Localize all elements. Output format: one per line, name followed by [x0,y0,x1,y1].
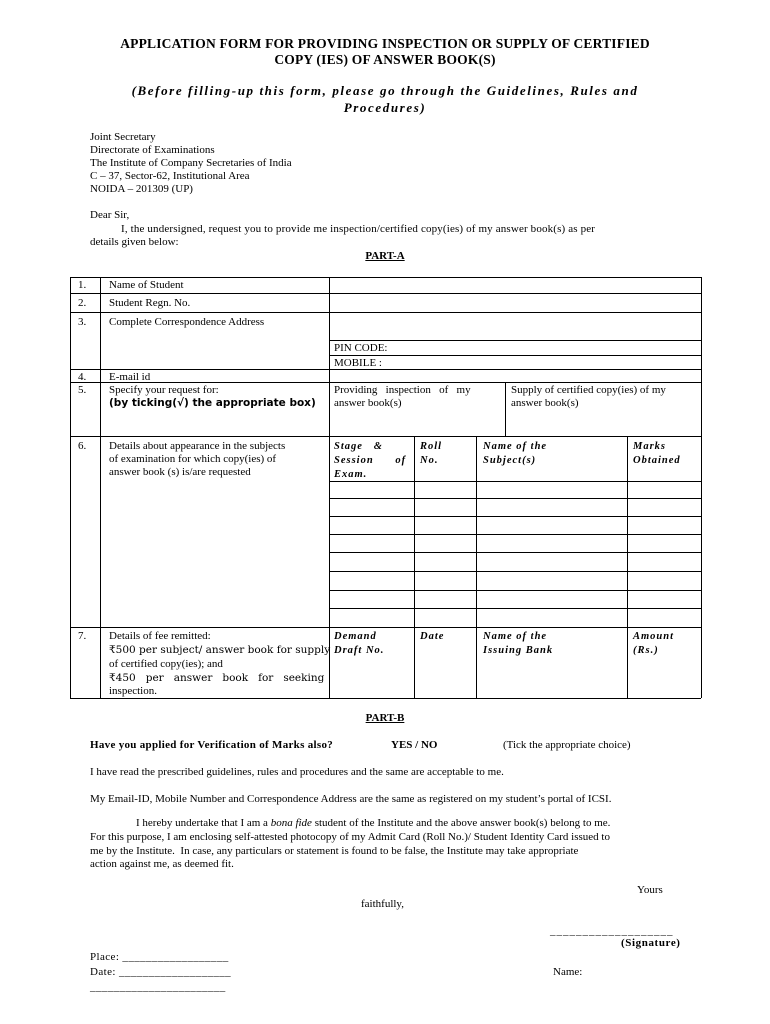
undertaking-line4: action against me, as deemed fit. [90,858,234,870]
inspection-option-line1: Providing inspection of my [334,384,471,396]
issuing-bank-header-line1: Name of the [483,631,548,642]
tick-note: (Tick the appropriate choice) [503,739,631,751]
date-field[interactable]: Date: ___________________ [90,966,232,978]
marks-header-line2: Obtained [633,455,681,466]
row6-number: 6. [78,440,87,452]
student-name-label: Name of Student [109,279,184,291]
undertaking-line1 [136,817,610,830]
appearance-details-line3: answer book (s) is/are requested [109,466,251,478]
address-line2: Directorate of Examinations [90,144,215,156]
form-title-line2: COPY (IES) OF ANSWER BOOK(S) [274,52,496,67]
place-field[interactable]: Place: __________________ [90,951,229,963]
address-line4: C – 37, Sector-62, Institutional Area [90,170,250,182]
inspection-option[interactable] [330,383,505,436]
stage-session-header-line2: Session of [334,455,407,466]
signature-label: (Signature) [621,937,681,949]
row3-number: 3. [78,316,87,328]
undertaking-line1-a: I hereby undertake that I am a [136,817,271,829]
email-field[interactable] [330,370,700,382]
extra-blank-line[interactable]: _______________________ [90,981,226,993]
marks-header-line1: Marks [633,441,667,452]
address-line3: The Institute of Company Secretaries of India [90,157,292,169]
subject-details-entry-grid[interactable] [330,482,700,627]
student-name-field[interactable] [330,278,700,293]
stage-session-header-line3: Exam. [334,469,368,480]
fee-details-line5: inspection. [109,685,157,697]
form-title-line1: APPLICATION FORM FOR PROVIDING INSPECTION OR SUPPLY OF CERTIFIED [120,36,650,51]
tick-instruction: (by ticking(√) the appropriate box) [109,397,316,409]
certified-copy-option-line2: answer book(s) [511,397,579,409]
row1-number: 1. [78,279,87,291]
appearance-details-line2: of examination for which copy(ies) of [109,453,277,465]
part-a-heading: PART-A [365,250,405,262]
yes-no-choice[interactable]: YES / NO [391,739,438,751]
read-statement: I have read the prescribed guidelines, rules and procedures and the same are acceptable to me. [90,766,504,778]
undertaking-line2: For this purpose, I am enclosing self-attested photocopy of my Admit Card (Roll No.)/ Student Identity Card issued to [90,831,610,843]
form-subtitle-line2: Procedures) [343,100,427,115]
intro-line1: I, the undersigned, request you to provide me inspection/certified copy(ies) of my answer book(s) as per [121,223,596,235]
address-field[interactable] [330,313,700,340]
date-header: Date [420,631,445,642]
appearance-details-line1: Details about appearance in the subjects [109,440,286,452]
salutation: Dear Sir, [90,209,130,221]
demand-draft-header-line1: Demand [334,631,377,642]
subject-name-header-line2: Subject(s) [483,455,537,466]
subject-name-header-line1: Name of the [483,441,548,452]
inspection-option-line2: answer book(s) [334,397,402,409]
verification-question: Have you applied for Verification of Marks also? [90,739,334,751]
email-statement: My Email-ID, Mobile Number and Correspondence Address are the same as registered on my student’s portal of ICSI. [90,793,612,805]
pin-code-label: PIN CODE: [334,342,388,354]
address-label: Complete Correspondence Address [109,316,265,328]
roll-no-header-line2: No. [420,455,439,466]
row7-number: 7. [78,630,87,642]
undertaking-line3: me by the Institute. In case, any particulars or statement is found to be false, the Institute may take appropriate [90,845,579,857]
fee-details-line3: of certified copy(ies); and [109,658,223,670]
address-line5: NOIDA – 201309 (UP) [90,183,193,195]
fee-details-line1: Details of fee remitted: [109,630,211,642]
demand-draft-header-line2: Draft No. [334,645,385,656]
roll-no-header-line1: Roll [420,441,443,452]
undertaking-bona-fide: bona fide [270,817,312,829]
intro-line2: details given below: [90,236,179,248]
form-subtitle-line1: (Before filling-up this form, please go through the Guidelines, Rules and [131,83,639,98]
row5-number: 5. [78,384,87,396]
stage-session-header-line1: Stage & [334,441,383,452]
certified-copy-option[interactable] [506,383,701,436]
name-label: Name: [553,966,583,978]
issuing-bank-header-line2: Issuing Bank [483,645,554,656]
fee-entry-area[interactable] [330,658,700,698]
request-type-label: Specify your request for: [109,384,219,396]
fee-details-line4: ₹450 per answer book for seeking [109,672,325,684]
student-regn-label: Student Regn. No. [109,297,191,309]
address-line1: Joint Secretary [90,131,156,143]
part-b-heading: PART-B [365,712,405,724]
signature-line[interactable]: ___________________ [550,925,674,937]
closing-faithfully: faithfully, [361,898,404,910]
closing-yours: Yours [637,884,663,896]
undertaking-line1-c: student of the Institute and the above answer book(s) belong to me. [311,817,611,829]
amount-header-line1: Amount [633,631,675,642]
row4-number: 4. [78,371,87,383]
fee-details-line2: ₹500 per subject/ answer book for supply [109,644,331,656]
email-label: E-mail id [109,371,151,383]
amount-header-line2: (Rs.) [633,645,659,656]
certified-copy-option-line1: Supply of certified copy(ies) of my [511,384,666,396]
mobile-label: MOBILE : [334,357,382,369]
student-regn-field[interactable] [330,294,700,312]
row2-number: 2. [78,297,87,309]
